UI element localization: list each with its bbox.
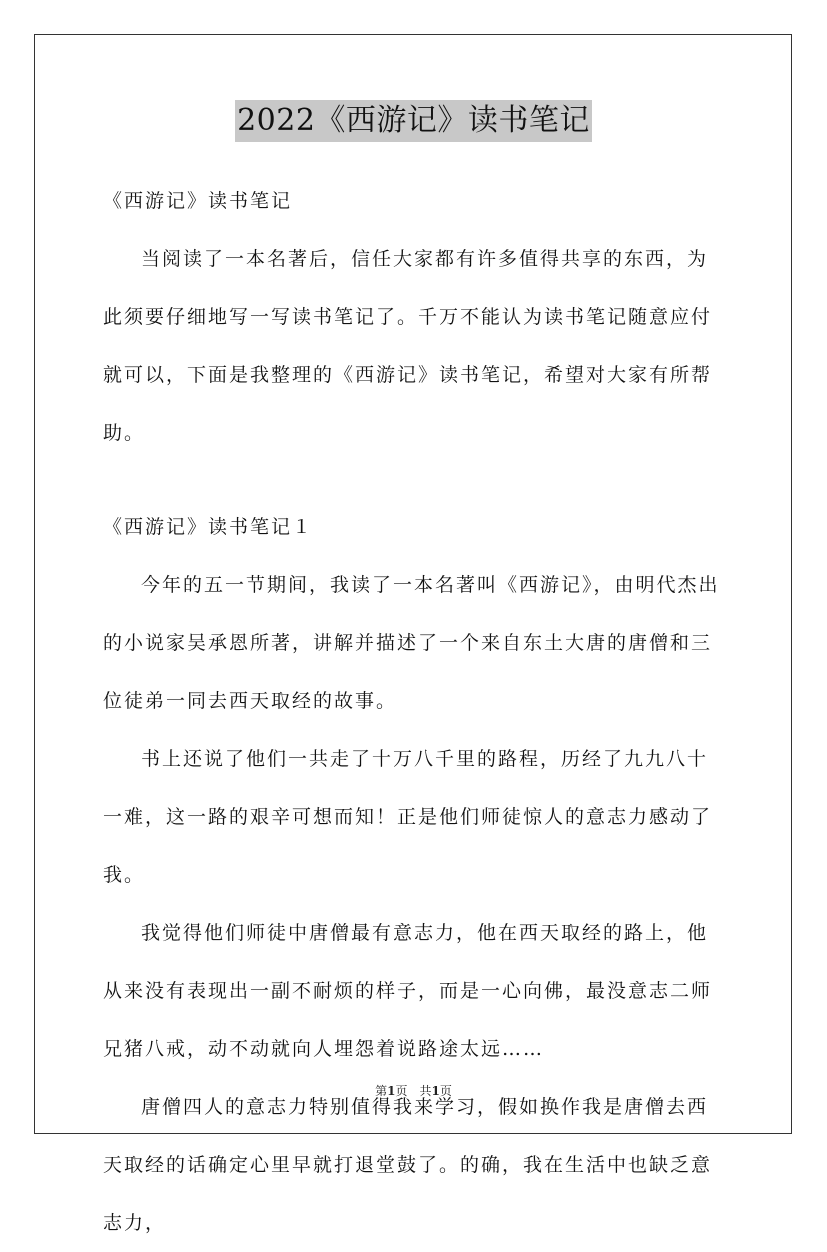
title-wrap [0, 100, 827, 142]
paragraph: 今年的五一节期间，我读了一本名著叫《西游记》，由明代杰出的小说家吴承恩所著，讲解并描述了一个来自东土大唐的唐僧和三位徒弟一同去西天取经的故事。 [103, 574, 720, 712]
footer-prefix: 第 [375, 1084, 388, 1098]
paragraph: 我觉得他们师徒中唐僧最有意志力，他在西天取经的路上，他从来没有表现出一副不耐烦的样子，而是一心向佛，最没意志二师兄猪八戒，动不动就向人埋怨着说路途太远…… [103, 922, 713, 1060]
footer-mid: 页 共 [395, 1084, 432, 1098]
document-title: 2022《西游记》读书笔记 [235, 100, 592, 142]
paragraph: 书上还说了他们一共走了十万八千里的路程，历经了九九八十一难，这一路的艰辛可想而知！正是他们师徒惊人的意志力感动了我。 [103, 748, 713, 886]
section-heading: 《西游记》读书笔记１ [103, 516, 314, 538]
page-current: 1 [387, 1084, 396, 1098]
paragraph: 唐僧四人的意志力特别值得我来学习，假如换作我是唐僧去西天取经的话确定心里早就打退堂鼓了。的确，我在生活中也缺乏意志力， [103, 1096, 713, 1234]
section-heading: 《西游记》读书笔记 [103, 190, 293, 212]
page-footer [0, 1082, 827, 1100]
footer-suffix: 页 [439, 1084, 452, 1098]
page-total: 1 [431, 1084, 440, 1098]
paragraph: 当阅读了一本名著后，信任大家都有许多值得共享的东西，为此须要仔细地写一写读书笔记了。千万不能认为读书笔记随意应付就可以，下面是我整理的《西游记》读书笔记，希望对大家有所帮助。 [103, 248, 713, 444]
section-spacer [103, 462, 726, 498]
